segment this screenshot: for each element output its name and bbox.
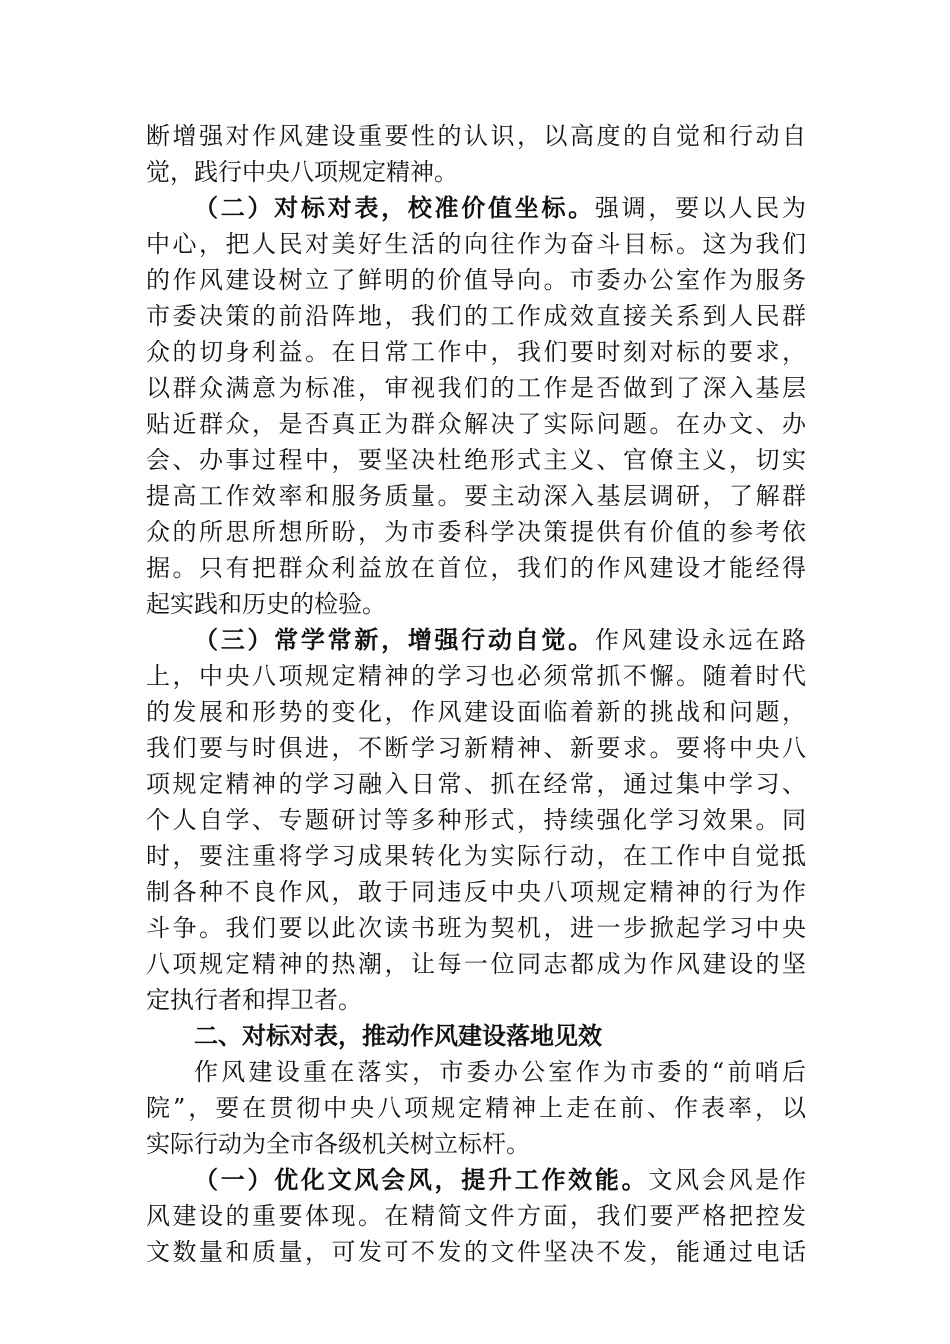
text-line xyxy=(146,730,806,766)
text-line xyxy=(146,1126,806,1162)
text-line xyxy=(146,370,806,406)
paragraph-lead-heading: （一）优化文风会风，提升工作效能。 xyxy=(194,1165,649,1194)
text-line xyxy=(146,838,806,874)
paragraph-first-line xyxy=(194,190,806,226)
paragraph-lead-heading: （三）常学常新，增强行动自觉。 xyxy=(194,625,595,654)
text-line xyxy=(146,154,806,190)
text-span: 作风建设永远在路 xyxy=(594,626,807,654)
text-span: 文数量和质量，可发可不发的文件坚决不发，能通过电话 xyxy=(146,1238,806,1266)
paragraph-first-line xyxy=(194,1054,806,1090)
text-span: 的作风建设树立了鲜明的价值导向。市委办公室作为服务 xyxy=(146,266,806,294)
text-span: 时，要注重将学习成果转化为实际行动，在工作中自觉抵 xyxy=(146,842,806,870)
text-span: 中心，把人民对美好生活的向往作为奋斗目标。这为我们 xyxy=(146,230,806,258)
text-line xyxy=(146,658,806,694)
text-span: 风建设的重要体现。在精简文件方面，我们要严格把控发 xyxy=(146,1202,806,1230)
text-line xyxy=(146,874,806,910)
text-line xyxy=(146,910,806,946)
text-span: 文风会风是作 xyxy=(648,1166,807,1194)
paragraph-first-line xyxy=(194,1162,806,1198)
text-line xyxy=(146,802,806,838)
text-span: 贴近群众，是否真正为群众解决了实际问题。在办文、办 xyxy=(146,410,806,438)
text-line xyxy=(146,406,806,442)
text-span: 院”，要在贯彻中央八项规定精神上走在前、作表率，以 xyxy=(146,1094,806,1122)
text-span: 众的所思所想所盼，为市委科学决策提供有价值的参考依 xyxy=(146,518,806,546)
text-line xyxy=(146,694,806,730)
text-span: 实际行动为全市各级机关树立标杆。 xyxy=(146,1130,530,1158)
text-span: 市委决策的前沿阵地，我们的工作成效直接关系到人民群 xyxy=(146,302,806,330)
text-line xyxy=(146,226,806,262)
text-span: 上，中央八项规定精神的学习也必须常抓不懈。随着时代 xyxy=(146,662,806,690)
text-span: 作风建设重在落实，市委办公室作为市委的“前哨后 xyxy=(194,1058,806,1086)
paragraph-lead-heading: （二）对标对表，校准价值坐标。 xyxy=(194,193,595,222)
text-span: 项规定精神的学习融入日常、抓在经常，通过集中学习、 xyxy=(146,770,806,798)
text-span: 我们要与时俱进，不断学习新精神、新要求。要将中央八 xyxy=(146,734,806,762)
text-span: 定执行者和捍卫者。 xyxy=(146,986,362,1014)
text-span: 据。只有把群众利益放在首位，我们的作风建设才能经得 xyxy=(146,554,806,582)
text-span: 的发展和形势的变化，作风建设面临着新的挑战和问题， xyxy=(146,698,806,726)
text-line xyxy=(146,586,806,622)
text-span: 八项规定精神的热潮，让每一位同志都成为作风建设的坚 xyxy=(146,950,806,978)
text-span: 斗争。我们要以此次读书班为契机，进一步掀起学习中央 xyxy=(146,914,806,942)
text-line xyxy=(146,334,806,370)
text-line xyxy=(146,982,806,1018)
text-span: 提高工作效率和服务质量。要主动深入基层调研，了解群 xyxy=(146,482,806,510)
text-line xyxy=(146,1234,806,1270)
text-line xyxy=(146,478,806,514)
text-line xyxy=(146,262,806,298)
text-span: 起实践和历史的检验。 xyxy=(146,590,386,618)
text-line xyxy=(146,442,806,478)
text-line xyxy=(146,766,806,802)
text-span: 众的切身利益。在日常工作中，我们要时刻对标的要求， xyxy=(146,338,806,366)
text-line xyxy=(146,514,806,550)
text-span: 以群众满意为标准，审视我们的工作是否做到了深入基层 xyxy=(146,374,806,402)
text-line xyxy=(146,1198,806,1234)
text-span: 会、办事过程中，要坚决杜绝形式主义、官僚主义，切实 xyxy=(146,446,806,474)
text-line xyxy=(146,946,806,982)
text-span: 觉，践行中央八项规定精神。 xyxy=(146,158,458,186)
text-line xyxy=(146,118,806,154)
text-span: 强调，要以人民为 xyxy=(594,194,807,222)
text-line xyxy=(146,550,806,586)
text-line xyxy=(146,298,806,334)
text-span: 个人自学、专题研讨等多种形式，持续强化学习效果。同 xyxy=(146,806,806,834)
text-span: 制各种不良作风，敢于同违反中央八项规定精神的行为作 xyxy=(146,878,806,906)
paragraph-first-line xyxy=(194,622,806,658)
section-heading: 二、对标对表，推动作风建设落地见效 xyxy=(194,1022,602,1050)
text-span: 断增强对作风建设重要性的认识，以高度的自觉和行动自 xyxy=(146,122,806,150)
text-line xyxy=(146,1090,806,1126)
